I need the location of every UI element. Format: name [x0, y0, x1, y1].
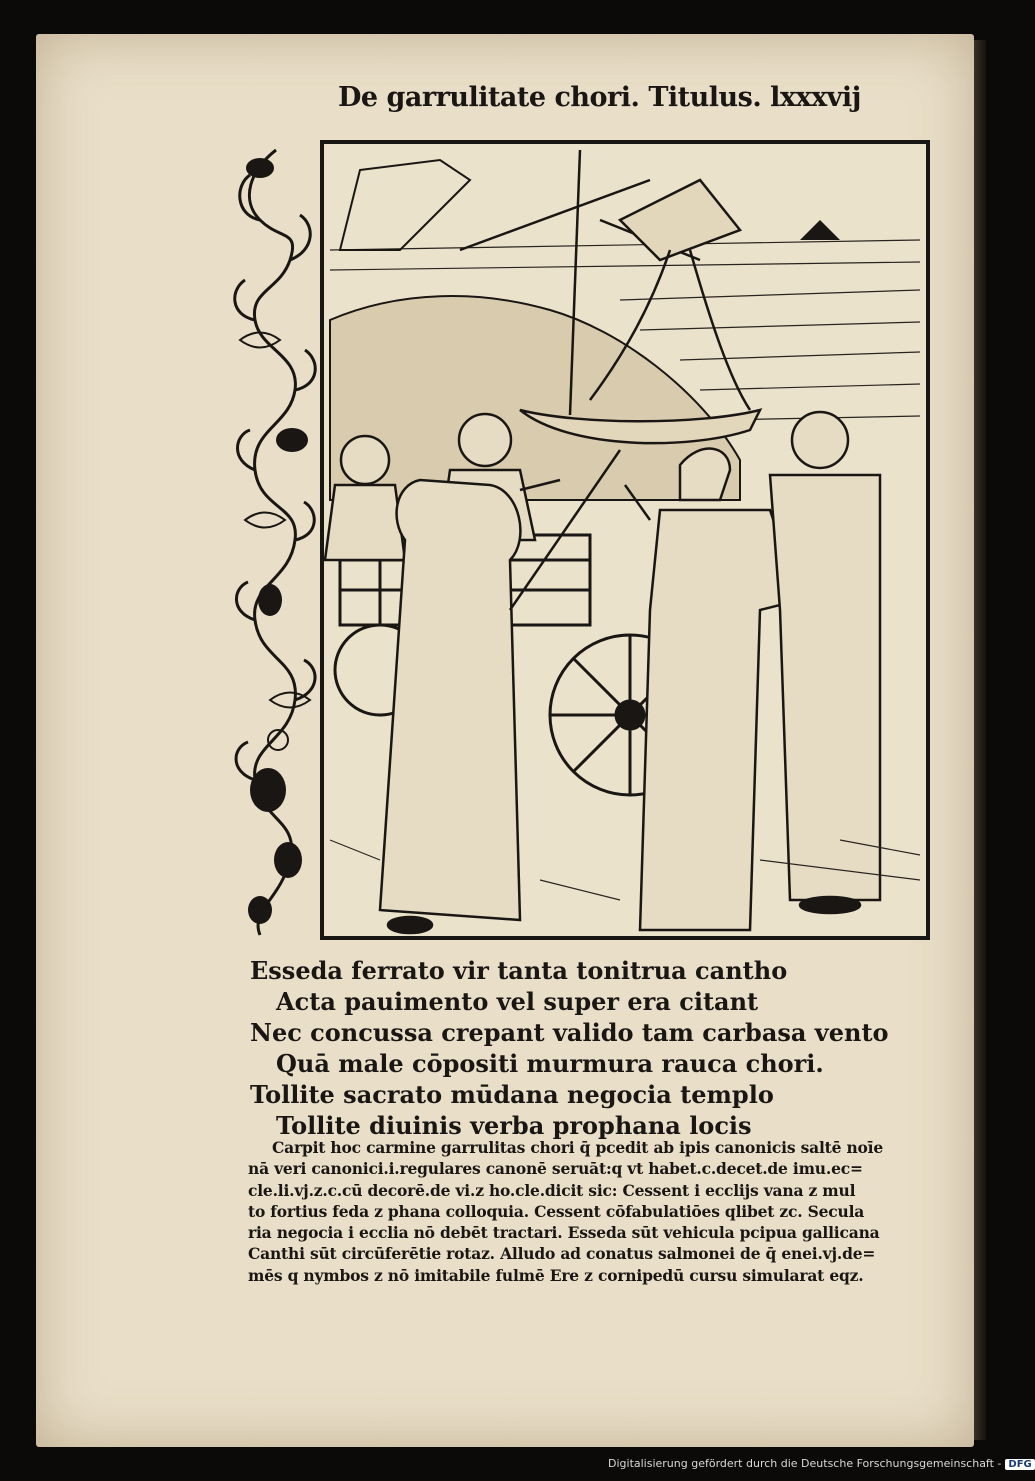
chapter-heading: De garrulitate chori. Titulus. lxxxvij [338, 82, 861, 113]
page-edge [974, 40, 986, 1440]
verse-line: Acta pauimento vel super era citant [276, 987, 759, 1016]
woodcut-illustration [320, 140, 930, 940]
verse-line: Tollite diuinis verba prophana locis [276, 1111, 752, 1140]
commentary-block [248, 1137, 938, 1286]
commentary-line: to fortius feda z phana colloquia. Cessent cōfabulatiōes qlibet zc. Secula [248, 1201, 865, 1221]
commentary-line: Canthi sūt circūferētie rotaz. Alludo ad conatus salmonei de q̄ enei.vj.de= [248, 1244, 876, 1264]
digitization-credit [608, 1457, 1032, 1477]
commentary-line: nā veri canonici.i.regulares canonē seruāt:q vt habet.c.decet.de imu.ec= [248, 1159, 863, 1179]
commentary-line: cle.li.vj.z.c.cū decorē.de vi.z ho.cle.dicit sic: Cessent i ecclijs vana z mul [248, 1180, 856, 1200]
floral-border-icon [230, 140, 322, 940]
verse-line: Quā male cōpositi murmura rauca chori. [276, 1049, 824, 1078]
dfg-logo-icon[interactable]: DFG [1005, 1459, 1034, 1470]
verse-block [250, 955, 940, 1141]
commentary-line: mēs q nymbos z nō imitabile fulmē Ere z cornipedū cursu simularat eqz. [248, 1265, 864, 1285]
commentary-line: ria negocia i ecclia nō debēt tractari. Esseda sūt vehicula pcipua gallicana [248, 1223, 880, 1243]
verse-line: Nec concussa crepant valido tam carbasa vento [250, 1018, 889, 1047]
verse-line: Esseda ferrato vir tanta tonitrua cantho [250, 956, 788, 985]
credit-text: Digitalisierung gefördert durch die Deutsche Forschungsgemeinschaft - [608, 1457, 1002, 1470]
commentary-line: Carpit hoc carmine garrulitas chori q̄ pcedit ab ipis canonicis saltē noīe [272, 1138, 884, 1157]
verse-line: Tollite sacrato mūdana negocia templo [250, 1080, 774, 1109]
